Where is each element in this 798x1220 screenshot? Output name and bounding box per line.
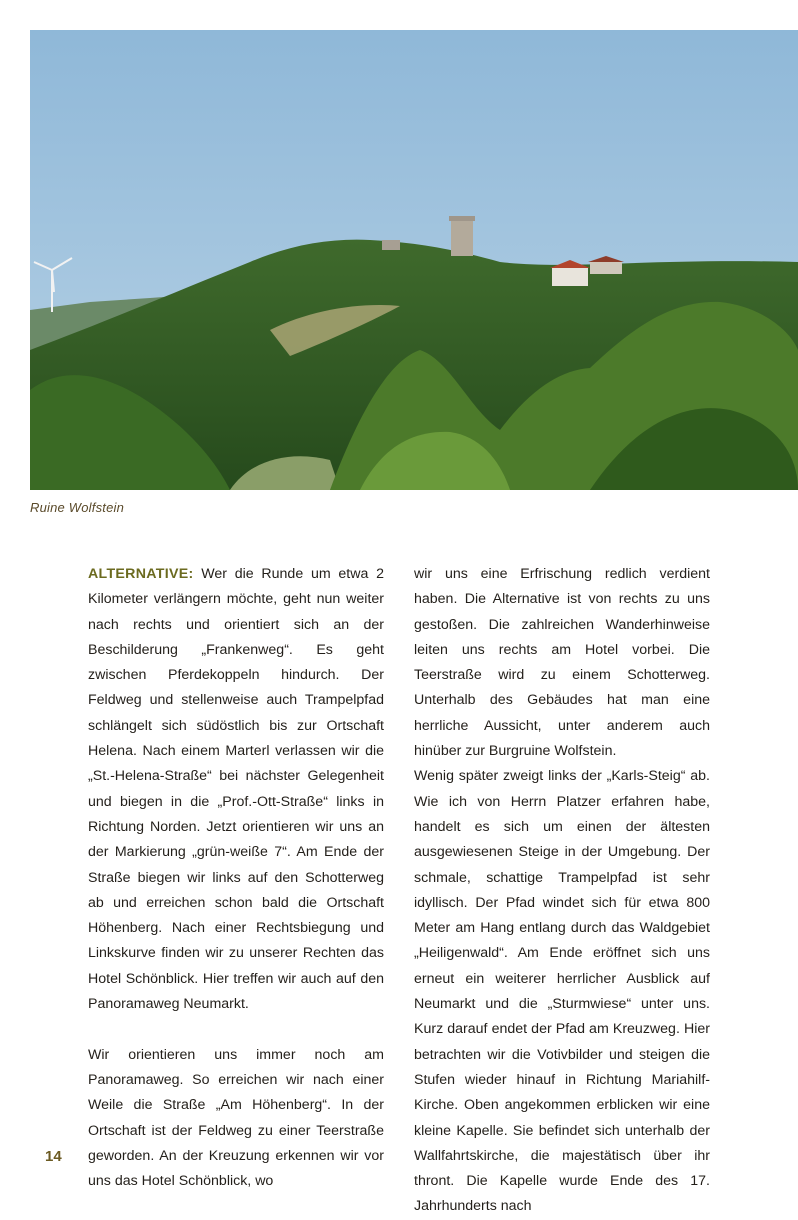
section-heading: ALTERNATIVE:: [88, 566, 194, 582]
paragraph: wir uns eine Erfrischung redlich verdient haben. Die Alternative ist von rechts zu uns gestoßen. Die zahlreichen Wanderhinweise leiten uns rechts am Hotel vorbei. Die Teerstraße wird zu einem Schotterweg. Unterhalb des Gebäudes hat man eine herrliche Aussicht, unter anderem auch hinüber zur Burgruine Wolfstein.: [414, 566, 710, 760]
text-column-left: [88, 562, 384, 1194]
paragraph: Wir orientieren uns immer noch am Panoramaweg. So erreichen wir nach einer Weile die Straße „Am Höhenberg“. In der Ortschaft ist der Feldweg zu einer Teerstraße geworden. An der Kreuzung erkennen wir vor uns das Hotel Schönblick, wo: [88, 1046, 384, 1190]
landscape-photo: [30, 30, 798, 490]
paragraph: [88, 562, 384, 1017]
paragraph: Wenig später zweigt links der „Karls-Steig“ ab. Wie ich von Herrn Platzer erfahren habe, handelt es sich um einen der ältesten ausgewiesenen Steige in der Umgebung. Der schmale, schattige Trampelpfad ist sehr idyllisch. Der Pfad windet sich für etwa 800 Meter am Hang entlang durch das Waldgebiet „Heiligenwald“. Am Ende eröffnet sich uns erneut ein weiterer herrlicher Ausblick auf Neumarkt und die „Sturmwiese“ unter uns. Kurz darauf endet der Pfad am Kreuzweg. Hier betrachten wir die Votivbilder und steigen die Stufen wieder hinauf in Richtung Mariahilf-Kirche. Oben angekommen erblicken wir eine kleine Kapelle. Sie befindet sich unterhalb der Wallfahrtskirche, die majestätisch über ihr thront. Die Kapelle wurde Ende des 17. Jahrhunderts nach: [414, 768, 710, 1215]
paragraph-text: Wer die Runde um etwa 2 Kilometer verlängern möchte, geht nun weiter nach rechts und orientiert sich an der Beschilderung „Frankenweg“. Es geht zwischen Pferdekoppeln hindurch. Der Feldweg und stellenweise auch Trampelpfad schlängelt sich südöstlich bis zur Ortschaft Helena. Nach einem Marterl verlassen wir die „St.-Helena-Straße“ bei nächster Gelegenheit und biegen in die „Prof.-Ott-Straße“ links in Richtung Norden. Jetzt orientieren wir uns an der Markierung „grün-weiße 7“. Am Ende der Straße biegen wir links auf den Schotterweg ab und erreichen schon bald die Ortschaft Höhenberg. Nach einer Rechtsbiegung und Linkskurve finden wir zu unserer Rechten das Hotel Schönblick. Hier treffen wir auch auf den Panoramaweg Neumarkt.: [88, 566, 384, 1013]
page-number: 14: [45, 1148, 62, 1165]
photo-caption: Ruine Wolfstein: [30, 500, 125, 515]
text-column-right: [414, 562, 710, 1220]
